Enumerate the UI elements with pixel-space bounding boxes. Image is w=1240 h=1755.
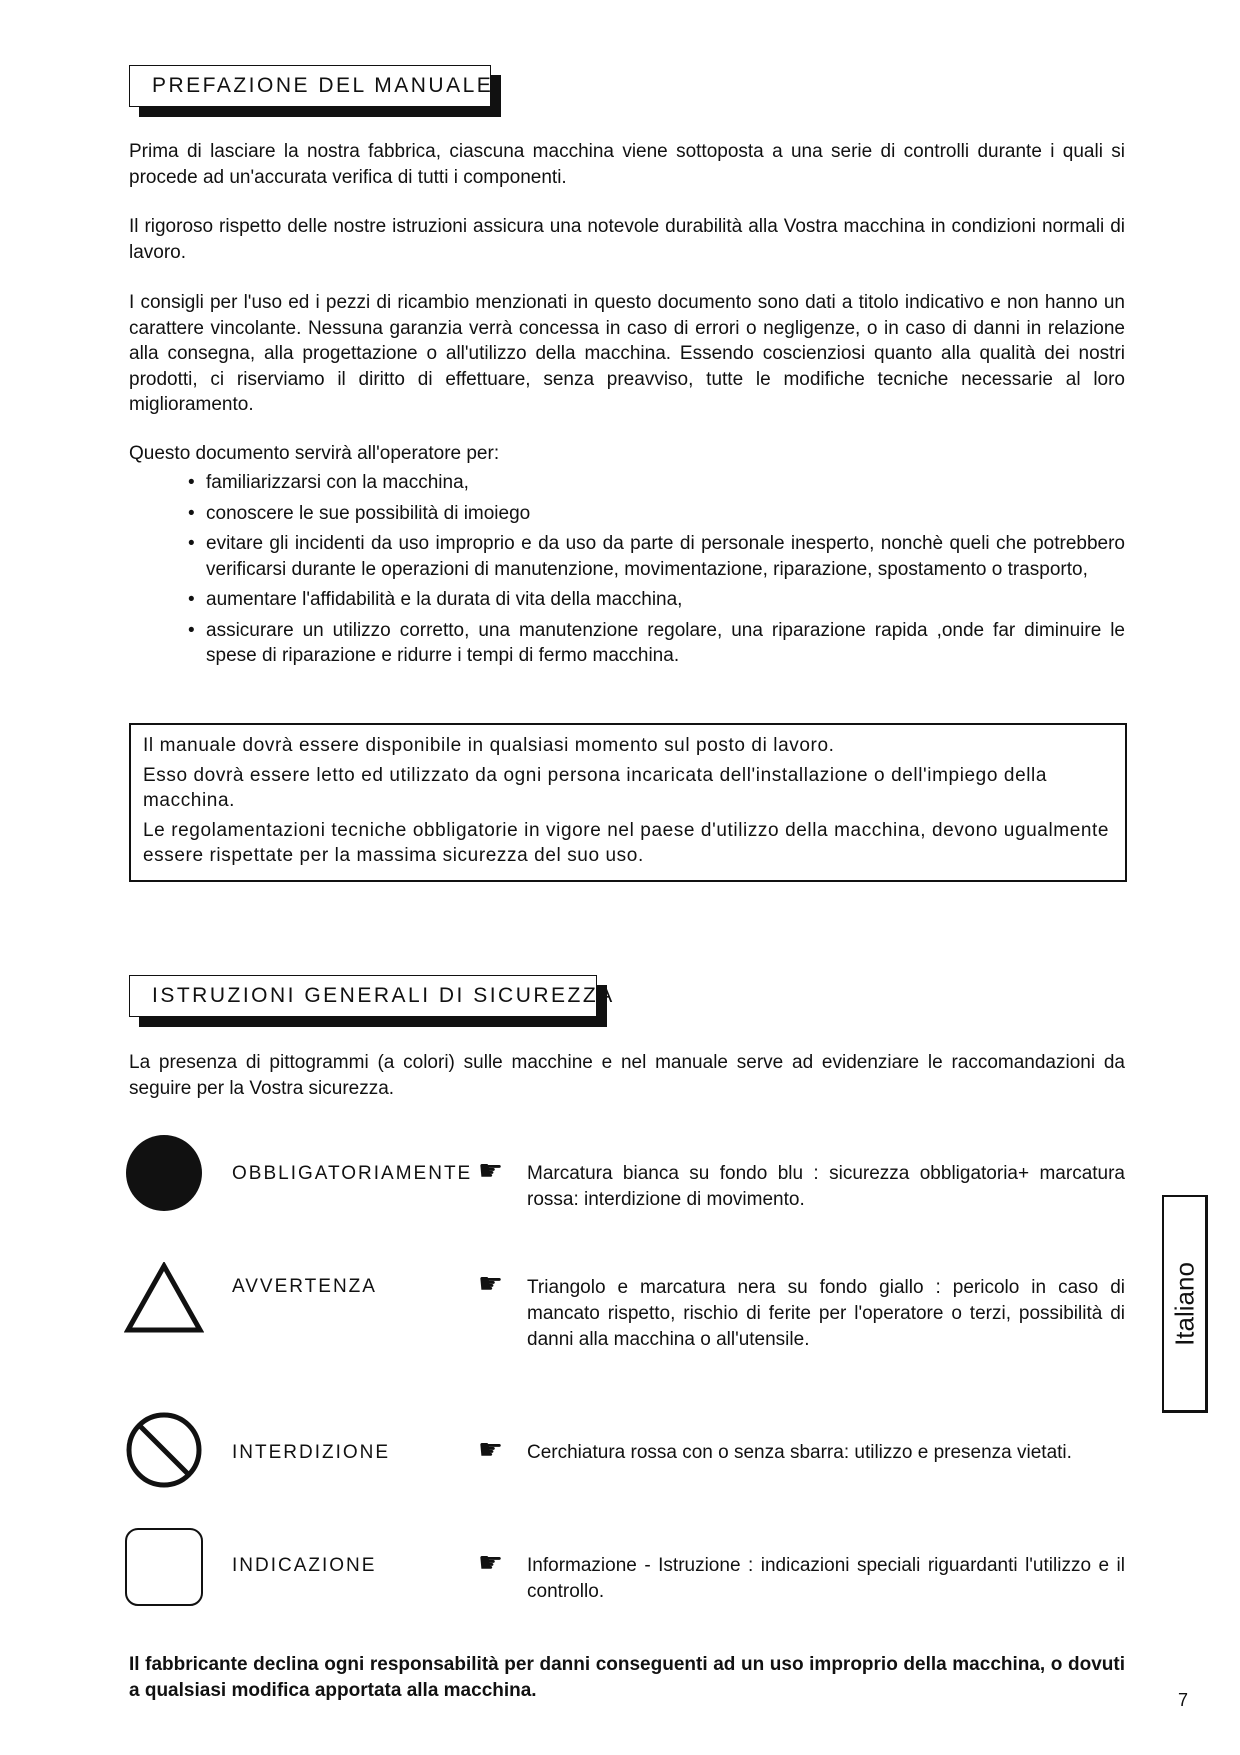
preface-paragraph-2: Il rigoroso rispetto delle nostre istruzioni assicura una notevole durabilità alla Vostra macchina in condizioni normali di lavoro. [129, 216, 1125, 263]
safety-heading: ISTRUZIONI GENERALI DI SICUREZZA [129, 975, 597, 1017]
manufacturer-disclaimer: Il fabbricante declina ogni responsabilità per danni conseguenti ad un uso improprio della macchina, o dovuti a qualsiasi modifica apportata alla macchina. [129, 1654, 1125, 1701]
symbol-label-prohibition: INTERDIZIONE [232, 1442, 391, 1463]
list-item: • assicurare un utilizzo corretto, una manutenzione regolare, una riparazione rapida ,onde far diminuire le spese di riparazione e ridurre i tempi di fermo macchina. [188, 618, 1125, 669]
preface-paragraph-1: Prima di lasciare la nostra fabbrica, ciascuna macchina viene sottoposta a una serie di controlli durante i quali si procede ad un'accurata verifica di tutti i componenti. [129, 141, 1125, 188]
symbol-label-indication: INDICAZIONE [232, 1555, 377, 1576]
pointing-hand-icon: ☛ [478, 1268, 504, 1299]
list-item: • conoscere le sue possibilità di imoiego [188, 501, 1125, 527]
manual-availability-notice [129, 723, 1127, 882]
preface-paragraph-4: Questo documento servirà all'operatore per: [129, 443, 500, 464]
symbol-description-warning: Triangolo e marcatura nera su fondo giallo : pericolo in caso di mancato rispetto, rischio di ferite per l'operatore o terzi, possibilità di danni alla macchina o all'utensile. [527, 1277, 1125, 1350]
notice-line: Il manuale dovrà essere disponibile in qualsiasi momento sul posto di lavoro. [143, 735, 835, 756]
page-number: 7 [1178, 1690, 1189, 1710]
language-tab-label: Italiano [1169, 1261, 1199, 1346]
operator-goals-list [188, 470, 1125, 674]
symbol-description-indication: Informazione - Istruzione : indicazioni speciali riguardanti l'utilizzo e il controllo. [527, 1555, 1125, 1602]
symbol-label-mandatory: OBBLIGATORIAMENTE [232, 1163, 473, 1184]
filled-circle-icon [124, 1133, 204, 1213]
symbol-label-warning: AVVERTENZA [232, 1276, 377, 1297]
list-item: • evitare gli incidenti da uso improprio e da uso da parte di personale inesperto, nonchè queli che potrebbero verificarsi durante le operazioni di manutenzione, movimentazione, riparazione, spostamento o trasporto, [188, 531, 1125, 582]
symbol-description-mandatory: Marcatura bianca su fondo blu : sicurezza obbligatoria+ marcatura rossa: interdizione di movimento. [527, 1163, 1125, 1210]
preface-paragraph-3: I consigli per l'uso ed i pezzi di ricambio menzionati in questo documento sono dati a titolo indicativo e non hanno un carattere vincolante. Nessuna garanzia verrà concessa in caso di errori o negligenze, o in caso di danni in relazione alla consegna, alla progettazione o all'utilizzo della macchina. Essendo coscienziosi quanto alla qualità dei nostri prodotti, ci riserviamo il diritto di effettuare, senza preavviso, tutte le modifiche tecniche necessarie al loro miglioramento. [129, 292, 1125, 415]
warning-triangle-icon [124, 1262, 204, 1334]
pointing-hand-icon: ☛ [478, 1547, 504, 1578]
information-square-icon [124, 1527, 204, 1607]
list-item: • familiarizzarsi con la macchina, [188, 470, 1125, 496]
notice-line: Esso dovrà essere letto ed utilizzato da ogni persona incaricata dell'installazione o dell'impiego della macchina. [143, 765, 1048, 811]
notice-line: Le regolamentazioni tecniche obbligatorie in vigore nel paese d'utilizzo della macchina, devono ugualmente essere rispettate per la massima sicurezza del suo uso. [143, 820, 1110, 866]
pointing-hand-icon: ☛ [478, 1434, 504, 1465]
symbol-description-prohibition: Cerchiatura rossa con o senza sbarra: utilizzo e presenza vietati. [527, 1442, 1072, 1463]
pointing-hand-icon: ☛ [478, 1155, 504, 1186]
prohibition-icon [124, 1410, 204, 1490]
list-item: • aumentare l'affidabilità e la durata di vita della macchina, [188, 587, 1125, 613]
language-tab [1162, 1195, 1208, 1413]
preface-heading: PREFAZIONE DEL MANUALE [129, 65, 491, 107]
safety-intro: La presenza di pittogrammi (a colori) sulle macchine e nel manuale serve ad evidenziare le raccomandazioni da seguire per la Vostra sicurezza. [129, 1052, 1125, 1099]
